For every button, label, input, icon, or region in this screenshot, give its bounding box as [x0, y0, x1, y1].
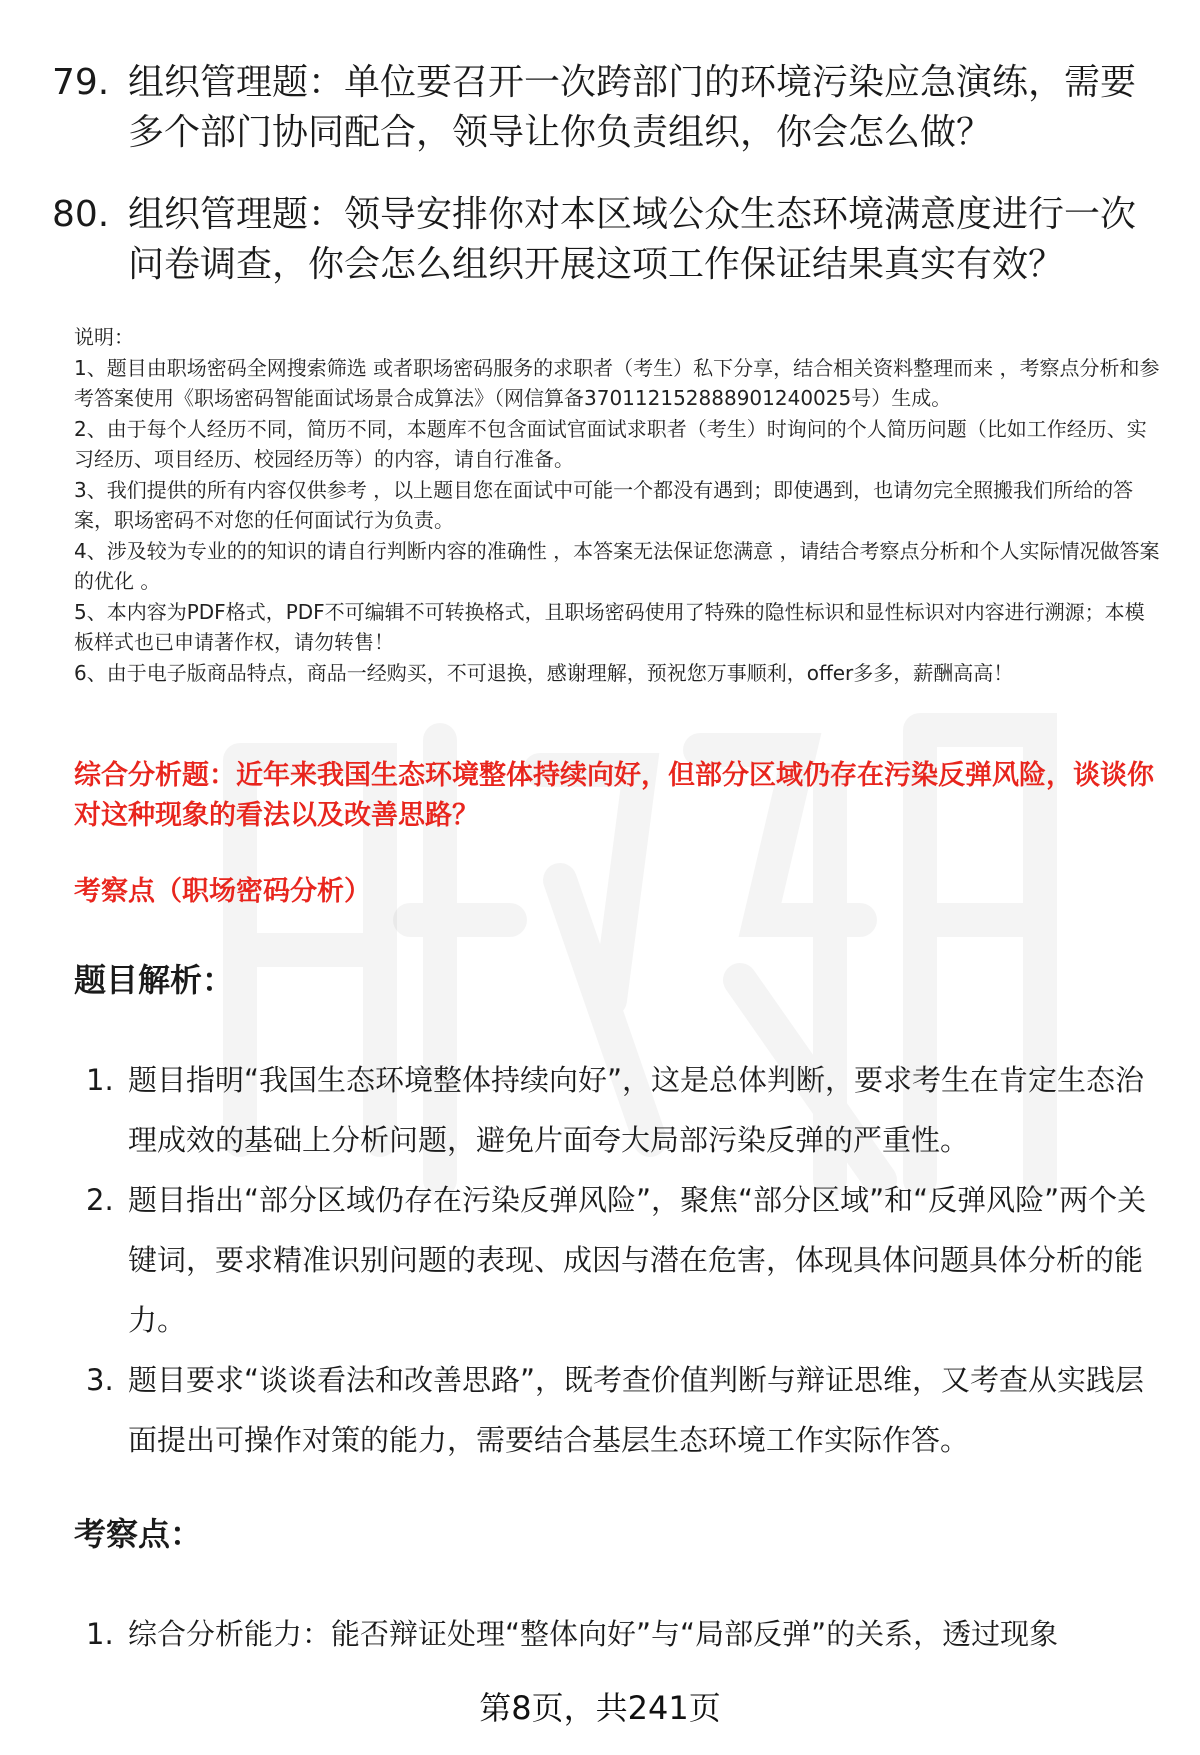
- list-item-number: 1.: [86, 1617, 114, 1651]
- list-item-text: 题目指出“部分区域仍存在污染反弹风险”，聚焦“部分区域”和“反弹风险”两个关键词，要求精准识别问题的表现、成因与潜在危害，体现具体问题具体分析的能力。: [128, 1183, 1147, 1337]
- analysis-list: [80, 1050, 1150, 1470]
- question-number: 79.: [52, 62, 110, 103]
- list-item-text: 题目要求“谈谈看法和改善思路”，既考查价值判断与辩证思维，又考查从实践层面提出可操作对策的能力，需要结合基层生态环境工作实际作答。: [128, 1363, 1145, 1457]
- question-text: 组织管理题：单位要召开一次跨部门的环境污染应急演练，需要多个部门协同配合，领导让你负责组织，你会怎么做？: [128, 62, 1137, 153]
- page-footer: 第8页，共241页: [479, 1689, 721, 1727]
- list-item: [80, 1350, 1150, 1470]
- kcd-title: 考察点（职场密码分析）: [74, 876, 371, 907]
- question-text: 组织管理题：领导安排你对本区域公众生态环境满意度进行一次问卷调查，你会怎么组织开展这项工作保证结果真实有效？: [128, 194, 1137, 285]
- question-79: [52, 58, 1152, 158]
- list-item: [80, 1170, 1150, 1350]
- list-item-text: 综合分析能力：能否辩证处理“整体向好”与“局部反弹”的关系，透过现象: [128, 1617, 1059, 1651]
- analysis-question: 综合分析题：近年来我国生态环境整体持续向好，但部分区域仍存在污染反弹风险，谈谈你对这种现象的看法以及改善思路？: [74, 760, 1154, 831]
- list-item: [80, 1050, 1150, 1170]
- list-item-number: 3.: [86, 1363, 114, 1397]
- note-item: 5、本内容为PDF格式，PDF不可编辑不可转换格式，且职场密码使用了特殊的隐性标识和显性标识对内容进行溯源；本模板样式也已申请著作权，请勿转售！: [74, 599, 1145, 654]
- note-item: 6、由于电子版商品特点，商品一经购买，不可退换，感谢理解，预祝您万事顺利，offer多多，薪酬高高！: [74, 660, 1014, 685]
- section-heading-analysis: 题目解析：: [74, 961, 235, 999]
- section-heading-points: 考察点：: [74, 1515, 203, 1553]
- list-item-number: 1.: [86, 1063, 114, 1097]
- list-item-number: 2.: [86, 1183, 114, 1217]
- note-item: 3、我们提供的所有内容仅供参考 ，以上题目您在面试中可能一个都没有遇到；即使遇到，也请勿完全照搬我们所给的答案，职场密码不对您的任何面试行为负责。: [74, 477, 1134, 532]
- note-item: 2、由于每个人经历不同，简历不同，本题库不包含面试官面试求职者（考生）时询问的个人简历问题（比如工作经历、实习经历、项目经历、校园经历等）的内容，请自行准备。: [74, 416, 1147, 471]
- points-list: [80, 1604, 1150, 1664]
- notes-section: [74, 322, 1164, 688]
- notes-title: 说明：: [74, 325, 134, 349]
- question-number: 80.: [52, 194, 110, 235]
- list-item: [80, 1604, 1150, 1664]
- note-item: 1、题目由职场密码全网搜索筛选 或者职场密码服务的求职者（考生）私下分享，结合相关资料整理而来 ，考察点分析和参考答案使用《职场密码智能面试场景合成算法》（网信算备370112152888901240025号）生成。: [74, 355, 1160, 410]
- list-item-text: 题目指明“我国生态环境整体持续向好”，这是总体判断，要求考生在肯定生态治理成效的基础上分析问题，避免片面夸大局部污染反弹的严重性。: [128, 1063, 1145, 1157]
- question-80: [52, 190, 1152, 290]
- note-item: 4、涉及较为专业的的知识的请自行判断内容的准确性 ，本答案无法保证您满意 ，请结合考察点分析和个人实际情况做答案的优化 。: [74, 538, 1160, 593]
